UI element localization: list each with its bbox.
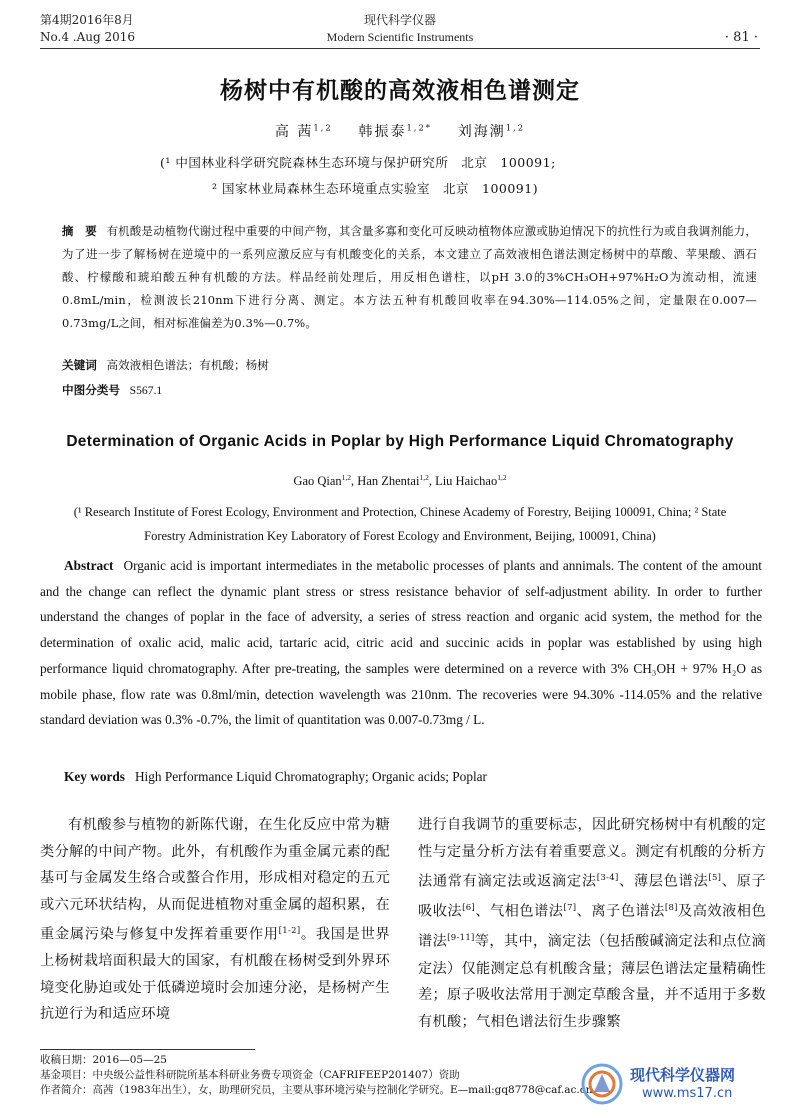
- classification-code: S567.1: [129, 384, 163, 397]
- classification-cn: [62, 382, 162, 398]
- abstract-en-label: Abstract: [64, 558, 114, 573]
- abstract-en: [40, 553, 762, 733]
- authors-en: Gao Qian$^{1,2}$, Han Zhentai$^{1,2}$, Liu Haichao$^{1,2}$: [293, 473, 507, 489]
- body-text: 、薄层色谱法: [618, 873, 709, 890]
- author-en: Han Zhentai: [357, 474, 420, 489]
- author-cn: 刘海潮: [457, 124, 506, 140]
- body-text: 。我国是世界上杨树栽培面积最大的国家，有机酸在杨树受到外界环境变化胁迫或处于低磷逆境时会加速分泌，是杨树产生抗逆行为和适应环境: [40, 926, 390, 1023]
- body-text: 进行自我调节的重要标志，因此研究杨树中有机酸的定性与定量分析方法有着重要意义。测定有机酸的分析方法通常有滴定法或返滴定法: [418, 817, 766, 890]
- body-text: 有机酸参与植物的新陈代谢，在生化反应中常为糖类分解的中间产物。此外，有机酸作为重金属元素的配基可与金属发生络合或螯合作用，形成相对稳定的五元或六元环状结构，从而促进植物对重金属的超积累，在重金属污染与修复中发挥着重要作用: [40, 817, 390, 943]
- citation: [3-4]: [596, 873, 619, 883]
- footnote-received: 收稿日期：2016—05—25: [40, 1054, 167, 1066]
- footnote-funding: 基金项目：中央级公益性科研院所基本科研业务费专项资金（CAFRIFEEP201407）资助: [40, 1069, 460, 1081]
- watermark-logo-icon: [580, 1062, 624, 1106]
- keywords-en: [64, 769, 487, 785]
- authors-cn: [0, 121, 800, 141]
- abstract-en-text: Organic acid is important intermediates in the metabolic processes of plants and annimals. The content of the amount and the change can reflect the dynamic plant stress or stress resistance behavior of self-adjustment ability. In order to further understand the changes of poplar in the face of adversity, a series of stress reaction and organic acid system, the method for the determination of oxalic acid, malic acid, tartaric acid, citric acid and succinic acids in poplar was established by using high performance liquid chromatography. After pre-treating, the samples were determined on a reverce with 3% CH₃OH + 97% H₂O as mobile phase, flow rate was 0.8ml/min, detection wavelength was 210nm. The recoveries were 94.30% -114.05% and the relative standard deviation was 0.3% -0.7%, the limit of quantitation was 0.007-0.73mg / L.: [40, 558, 762, 728]
- keywords-cn: [62, 357, 269, 373]
- affiliation-en-1: (¹ Research Institute of Forest Ecology, Environment and Protection, Chinese Academy of Forestry, Beijing 100091, China; ² State: [73, 505, 727, 519]
- affiliations-en: [40, 500, 760, 548]
- author-sup: 1,2: [505, 122, 526, 133]
- body-column-right: [418, 812, 766, 1035]
- affiliation-cn-1: (¹ 中国林业科学研究院森林生态环境与保护研究所 北京 100091;: [160, 155, 556, 170]
- abstract-cn: [62, 220, 757, 335]
- keywords-cn-text: 高效液相色谱法；有机酸；杨树: [106, 358, 269, 372]
- citation: [9-11]: [447, 933, 475, 944]
- body-text: 及高效液相色谱法: [418, 903, 766, 951]
- header-journal: [0, 12, 800, 46]
- author-sup: 1,2: [313, 122, 333, 133]
- watermark: [580, 1060, 790, 1108]
- keywords-en-label: Key words: [64, 769, 125, 784]
- citation: [7]: [563, 903, 577, 914]
- author-sup: 1,2: [341, 473, 352, 482]
- footnote-author: 作者简介：高茜（1983年出生），女，助理研究员，主要从事环境污染与控制化学研究。E—mail:gq8778@caf.ac.cn: [40, 1084, 593, 1096]
- author-en: Liu Haichao: [435, 474, 498, 489]
- footnote-rule: [40, 1049, 255, 1050]
- body-text: 等，其中，滴定法（包括酸碱滴定法和点位滴定法）仅能测定总有机酸含量；薄层色谱法定量精确性差；原子吸收法常用于测定草酸含量，并不适用于多数有机酸；气相色谱法衍生步骤繁: [418, 934, 766, 1030]
- author-sup: 1,2*: [406, 122, 432, 133]
- keywords-en-text: High Performance Liquid Chromatography; Organic acids; Poplar: [134, 769, 487, 784]
- header-issue-en: No.4 .Aug 2016: [40, 30, 136, 44]
- affiliation-en-2: Forestry Administration Key Laboratory of Forest Ecology and Environment, Beijing, 100091, China): [144, 529, 656, 543]
- header-journal-en: Modern Scientific Instruments: [326, 30, 474, 44]
- body-text: 、离子色谱法: [576, 903, 665, 920]
- citation: [8]: [664, 903, 678, 914]
- author-cn: 高 茜: [274, 124, 314, 140]
- citation: [1-2]: [278, 926, 301, 936]
- keywords-cn-label: 关键词: [62, 358, 97, 372]
- paper-title-en: Determination of Organic Acids in Poplar by High Performance Liquid Chromatography: [66, 433, 734, 450]
- classification-label: 中图分类号: [62, 383, 120, 397]
- abstract-cn-text: 有机酸是动植物代谢过程中重要的中间产物，其含量多寡和变化可反映动植物体应激或胁迫情况下的抗性行为或自我调剂能力，为了进一步了解杨树在逆境中的一系列应激反应与有机酸变化的关系，本文建立了高效液相色谱法测定杨树中的草酸、苹果酸、酒石酸、柠檬酸和琥珀酸五种有机酸的方法。样品经前处理后，用反相色谱柱，以pH 3.0的3%CH₃OH+97%H₂O为流动相，流速0.8mL/min，检测波长210nm下进行分离、测定。本方法五种有机酸回收率在94.30%—114.05%之间，定量限在0.007—0.73mg/L之间，相对标准偏差为0.3%—0.7%。: [62, 224, 757, 330]
- author-cn: 韩振泰: [358, 124, 407, 140]
- author-sup: 1,2: [497, 473, 507, 482]
- paper-title-cn: 杨树中有机酸的高效液相色谱测定: [220, 78, 580, 104]
- body-column-left: [40, 812, 390, 1028]
- header-rule: [40, 48, 760, 49]
- citation: [6]: [462, 903, 476, 914]
- watermark-text: 现代科学仪器网: [630, 1066, 736, 1084]
- affiliation-cn-2: ² 国家林业局森林生态环境重点实验室 北京 100091): [212, 181, 539, 196]
- author-sup: 1,2: [419, 473, 429, 482]
- header-issue-cn: 第4期2016年8月: [40, 13, 134, 27]
- header-journal-cn: 现代科学仪器: [363, 13, 436, 27]
- body-text: 、原子吸收法: [418, 873, 766, 920]
- abstract-cn-label: 摘 要: [62, 224, 97, 238]
- citation: [5]: [708, 873, 722, 883]
- body-text: 、气相色谱法: [475, 903, 564, 920]
- watermark-url: www.ms17.cn: [642, 1086, 733, 1101]
- author-en: Gao Qian: [293, 474, 342, 489]
- page-number: · 81 ·: [724, 30, 758, 45]
